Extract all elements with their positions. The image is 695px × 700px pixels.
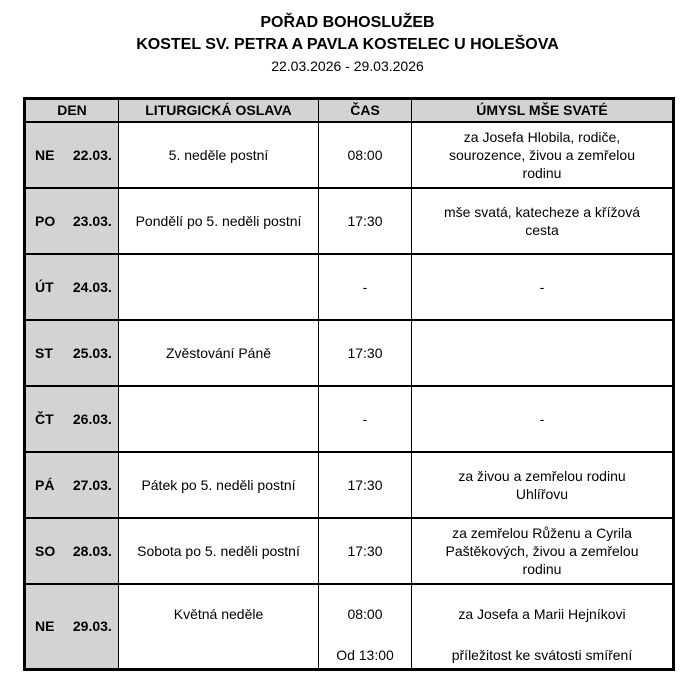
column-header-cas: ČAS — [319, 99, 412, 122]
celebration-cell: Pondělí po 5. neděli postní — [119, 188, 319, 254]
document-header — [0, 0, 695, 77]
intention-cell: - — [412, 386, 674, 452]
column-header-umysl: ÚMYSL MŠE SVATÉ — [412, 99, 674, 122]
table-row — [25, 518, 674, 584]
day-cell — [25, 452, 119, 518]
time-primary: 08:00 — [347, 606, 383, 623]
time-cell: 17:30 — [319, 518, 412, 584]
day-date: 23.03. — [72, 212, 112, 229]
time-secondary: Od 13:00 — [336, 647, 394, 664]
day-date: 24.03. — [72, 278, 112, 295]
time-cell: - — [319, 386, 412, 452]
day-cell — [25, 386, 119, 452]
table-row — [25, 254, 674, 320]
day-date: 22.03. — [72, 146, 112, 163]
day-abbr: PÁ — [35, 476, 55, 493]
day-cell — [25, 584, 119, 670]
day-abbr: PO — [35, 212, 56, 229]
table-row — [25, 122, 674, 188]
day-abbr: ČT — [35, 410, 54, 427]
celebration-cell: 5. neděle postní — [119, 122, 319, 188]
intention-split — [430, 585, 654, 667]
intention-cell: za živou a zemřelou rodinu Uhlířovu — [412, 452, 674, 518]
day-date: 25.03. — [72, 344, 112, 361]
date-range: 22.03.2026 - 29.03.2026 — [271, 58, 424, 74]
day-cell — [25, 122, 119, 188]
celebration-primary: Květná neděle — [173, 606, 264, 623]
day-date: 26.03. — [72, 410, 112, 427]
day-abbr: ST — [35, 344, 53, 361]
time-cell — [319, 584, 412, 670]
day-abbr: NE — [35, 146, 55, 163]
day-cell — [25, 320, 119, 386]
time-cell: - — [319, 254, 412, 320]
day-date: 29.03. — [72, 618, 112, 635]
column-header-liturgicka-oslava: LITURGICKÁ OSLAVA — [119, 99, 319, 122]
table-row — [25, 452, 674, 518]
intention-cell: - — [412, 254, 674, 320]
intention-cell — [412, 584, 674, 670]
column-header-den: DEN — [25, 99, 119, 122]
celebration-cell — [119, 386, 319, 452]
page-title: POŘAD BOHOSLUŽEB — [260, 14, 435, 31]
time-cell: 17:30 — [319, 452, 412, 518]
day-abbr: SO — [35, 542, 56, 559]
intention-cell: za zemřelou Růženu a Cyrila Paštěkových, živou a zemřelou rodinu — [412, 518, 674, 584]
celebration-split — [123, 585, 314, 667]
intention-cell: mše svatá, katecheze a křížová cesta — [412, 188, 674, 254]
day-abbr: ÚT — [35, 278, 54, 295]
time-cell: 08:00 — [319, 122, 412, 188]
celebration-cell: Zvěstování Páně — [119, 320, 319, 386]
time-split — [323, 585, 407, 667]
table-row — [25, 584, 674, 670]
time-cell: 17:30 — [319, 188, 412, 254]
day-cell — [25, 518, 119, 584]
celebration-cell — [119, 254, 319, 320]
celebration-secondary — [123, 643, 314, 667]
day-date: 27.03. — [72, 476, 112, 493]
table-row — [25, 386, 674, 452]
intention-primary: za Josefa a Marii Hejníkovi — [458, 606, 626, 623]
table-header-row — [25, 99, 674, 122]
celebration-cell: Sobota po 5. neděli postní — [119, 518, 319, 584]
day-cell — [25, 254, 119, 320]
celebration-cell — [119, 584, 319, 670]
table-row — [25, 188, 674, 254]
day-cell — [25, 188, 119, 254]
time-cell: 17:30 — [319, 320, 412, 386]
day-abbr: NE — [35, 618, 55, 635]
table-row — [25, 320, 674, 386]
page-subtitle: KOSTEL SV. PETRA A PAVLA KOSTELEC U HOLEŠOVA — [136, 36, 559, 53]
day-date: 28.03. — [72, 542, 112, 559]
intention-cell: za Josefa Hlobila, rodiče, sourozence, živou a zemřelou rodinu — [412, 122, 674, 188]
schedule-table — [23, 97, 675, 671]
intention-cell — [412, 320, 674, 386]
intention-secondary: příležitost ke svátosti smíření — [451, 647, 633, 664]
celebration-cell: Pátek po 5. neděli postní — [119, 452, 319, 518]
